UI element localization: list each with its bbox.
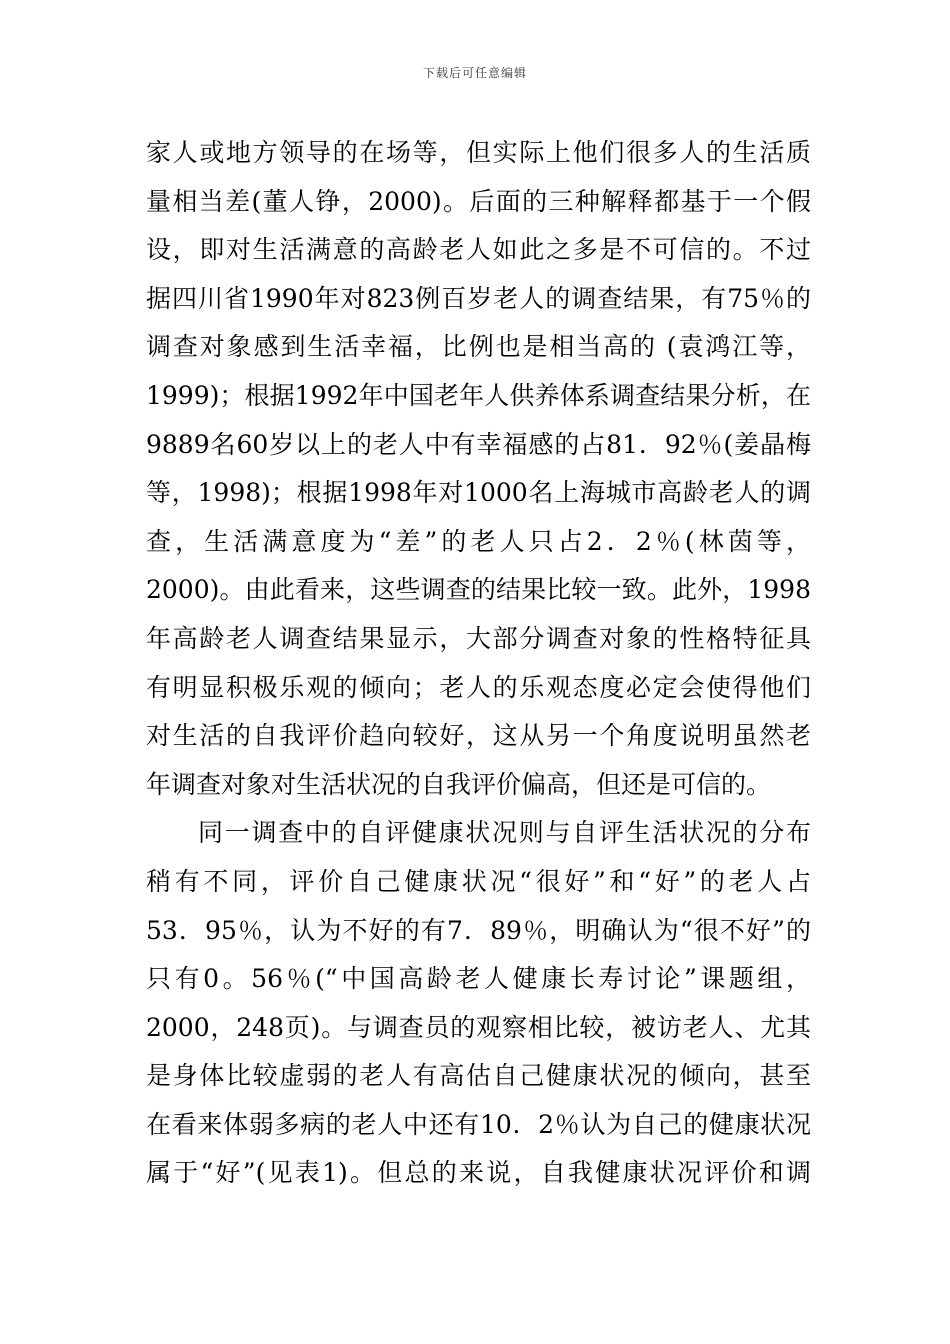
text-line: 2000)。由此看来，这些调查的结果比较一致。此外，1998 xyxy=(146,575,811,605)
text-line: 同一调查中的自评健康状况则与自评生活状况的分布 xyxy=(198,818,811,848)
text-line: 查，生活满意度为“差”的老人只占2．2％(林茵等， xyxy=(146,526,811,556)
text-line: 在看来体弱多病的老人中还有10．2％认为自己的健康状况 xyxy=(146,1109,811,1139)
text-line: 只有0。56％(“中国高龄老人健康长寿讨论”课题组， xyxy=(146,964,811,994)
text-line: 调查对象感到生活幸福，比例也是相当高的 (袁鸿江等， xyxy=(146,332,811,362)
text-line: 设，即对生活满意的高龄老人如此之多是不可信的。不过 xyxy=(146,235,811,265)
text-line: 2000，248页)。与调查员的观察相比较，被访老人、尤其 xyxy=(146,1012,811,1042)
text-line: 9889名60岁以上的老人中有幸福感的占81．92％(姜晶梅 xyxy=(146,429,811,459)
text-line: 年调查对象对生活状况的自我评价偏高，但还是可信的。 xyxy=(146,769,772,799)
text-line: 家人或地方领导的在场等，但实际上他们很多人的生活质 xyxy=(146,138,811,167)
text-line: 对生活的自我评价趋向较好，这从另一个角度说明虽然老 xyxy=(146,721,811,751)
paragraph-1 xyxy=(146,129,811,809)
text-line: 量相当差(董人铮，2000)。后面的三种解释都基于一个假 xyxy=(146,186,811,216)
document-body xyxy=(146,129,811,1198)
paragraph-2 xyxy=(146,809,811,1198)
text-line: 有明显积极乐观的倾向；老人的乐观态度必定会使得他们 xyxy=(146,672,811,702)
text-line: 年高龄老人调查结果显示，大部分调查对象的性格特征具 xyxy=(146,623,811,653)
text-line: 53．95％，认为不好的有7．89％，明确认为“很不好”的 xyxy=(146,915,811,945)
page-header: 下载后可任意编辑 xyxy=(422,66,527,80)
text-line: 1999)；根据1992年中国老年人供养体系调查结果分析，在 xyxy=(146,380,811,410)
text-line: 稍有不同，评价自己健康状况“很好”和“好”的老人占 xyxy=(146,866,811,896)
text-line: 等，1998)；根据1998年对1000名上海城市高龄老人的调 xyxy=(146,478,811,508)
text-line: 据四川省1990年对823例百岁老人的调查结果，有75％的 xyxy=(146,283,811,313)
text-line: 是身体比较虚弱的老人有高估自己健康状况的倾向，甚至 xyxy=(146,1061,811,1091)
text-line: 属于“好”(见表1)。但总的来说，自我健康状况评价和调 xyxy=(146,1158,811,1188)
